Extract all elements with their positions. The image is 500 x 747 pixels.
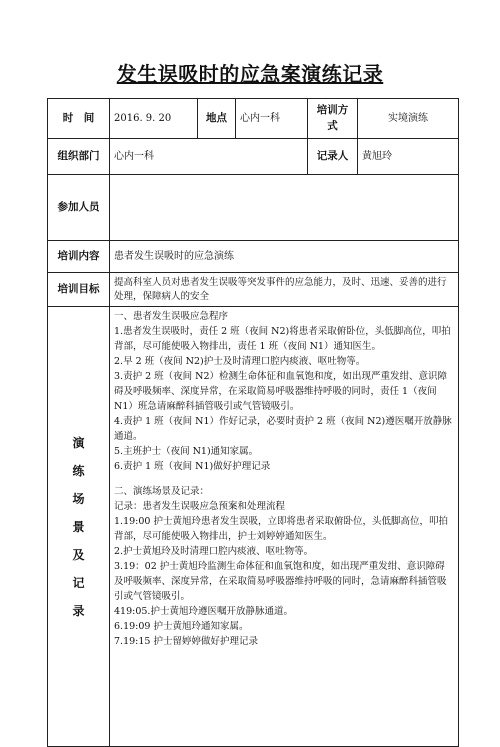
record-line: 1.患者发生误吸时，责任 2 班（夜间 N2)将患者采取俯卧位，头低脚高位，叩拍背部，尽可能使吸入物排出，责任 1 班（夜间 N1）通知医生。 bbox=[114, 326, 451, 352]
record-label-char: 景 bbox=[72, 519, 85, 534]
record-label-char: 记 bbox=[72, 575, 85, 590]
row-content bbox=[48, 241, 459, 273]
method-value: 实境演练 bbox=[358, 99, 459, 139]
participants-value bbox=[110, 175, 459, 241]
record-label-char: 演 bbox=[72, 435, 85, 450]
record-label bbox=[48, 307, 110, 747]
record-label-char: 录 bbox=[72, 603, 85, 618]
record-label-char: 练 bbox=[72, 463, 85, 478]
record-label-char: 场 bbox=[72, 491, 85, 506]
dept-value: 心内一科 bbox=[110, 139, 308, 175]
record-line: 2.早 2 班（夜间 N2)护士及时清理口腔内痰液、呕吐物等。 bbox=[114, 356, 366, 367]
place-value: 心内一科 bbox=[236, 99, 308, 139]
record-line: 4.责护 1 班（夜间 N1）作好记录，必要时责护 2 班（夜间 N2)遵医嘱开放静脉通道。 bbox=[114, 416, 452, 442]
record-line: 一、患者发生误吸应急程序 bbox=[114, 311, 229, 322]
content-value: 患者发生误吸时的应急演练 bbox=[110, 241, 459, 273]
record-label-char: 及 bbox=[72, 547, 85, 562]
row-time bbox=[48, 99, 459, 139]
record-line: 二、演练场景及记录： bbox=[114, 486, 210, 497]
record-line: 3.责护 2 班（夜间 N2）检测生命体征和血氧饱和度，如出现严重发绀、意识障碍及呼吸频率、深度异常，在采取简易呼吸器维持呼吸的同时，责任 1（夜间 N1）班急请麻醉科插管吸引或气管镜吸引。 bbox=[114, 371, 448, 412]
row-participants bbox=[48, 175, 459, 241]
dept-label: 组织部门 bbox=[48, 139, 110, 175]
record-line: 记录：患者发生误吸应急预案和处理流程 bbox=[114, 501, 286, 512]
record-line: 1.19:00 护士黄旭玲患者发生误吸，立即将患者采取俯卧位，头低脚高位，叩拍背部，尽可能使吸入物排出，护士刘婷婷通知医生。 bbox=[114, 516, 448, 542]
time-label: 时 间 bbox=[48, 99, 110, 139]
participants-label: 参加人员 bbox=[48, 175, 110, 241]
record-line: 3.19：02 护士黄旭玲监测生命体征和血氧饱和度，如出现严重发绀、意识障碍及呼吸频率、深度异常，在采取简易呼吸器维持呼吸的同时，急请麻醉科插管吸引或气管镜吸引。 bbox=[114, 561, 447, 602]
record-line: 6.19:09 护士黄旭玲通知家属。 bbox=[114, 621, 249, 632]
content-label: 培训内容 bbox=[48, 241, 110, 273]
row-record bbox=[48, 307, 459, 747]
record-line: 2.护士黄旭玲及时清理口腔内痰液、呕吐物等。 bbox=[114, 546, 314, 557]
row-goal bbox=[48, 273, 459, 307]
record-line: 6.责护 1 班（夜间 N1)做好护理记录 bbox=[114, 461, 271, 472]
method-label: 培训方式 bbox=[308, 99, 358, 139]
record-line: 7.19:15 护士留婷婷做好护理记录 bbox=[114, 636, 258, 647]
record-line: 419:05.护士黄旭玲遵医嘱开放静脉通道。 bbox=[114, 606, 293, 617]
record-table bbox=[47, 98, 459, 747]
recorder-label: 记录人 bbox=[308, 139, 358, 175]
record-body bbox=[110, 307, 459, 747]
time-value: 2016. 9. 20 bbox=[110, 99, 198, 139]
row-dept bbox=[48, 139, 459, 175]
place-label: 地点 bbox=[198, 99, 236, 139]
goal-label: 培训目标 bbox=[48, 273, 110, 307]
goal-value: 提高科室人员对患者发生误吸等突发事件的应急能力，及时、迅速、妥善的进行处理，保障病人的安全 bbox=[110, 273, 459, 307]
record-line: 5.主班护士（夜间 N1)通知家属。 bbox=[114, 446, 259, 457]
page-title: 发生误吸时的应急案演练记录 bbox=[116, 62, 384, 86]
recorder-value: 黄旭玲 bbox=[358, 139, 459, 175]
